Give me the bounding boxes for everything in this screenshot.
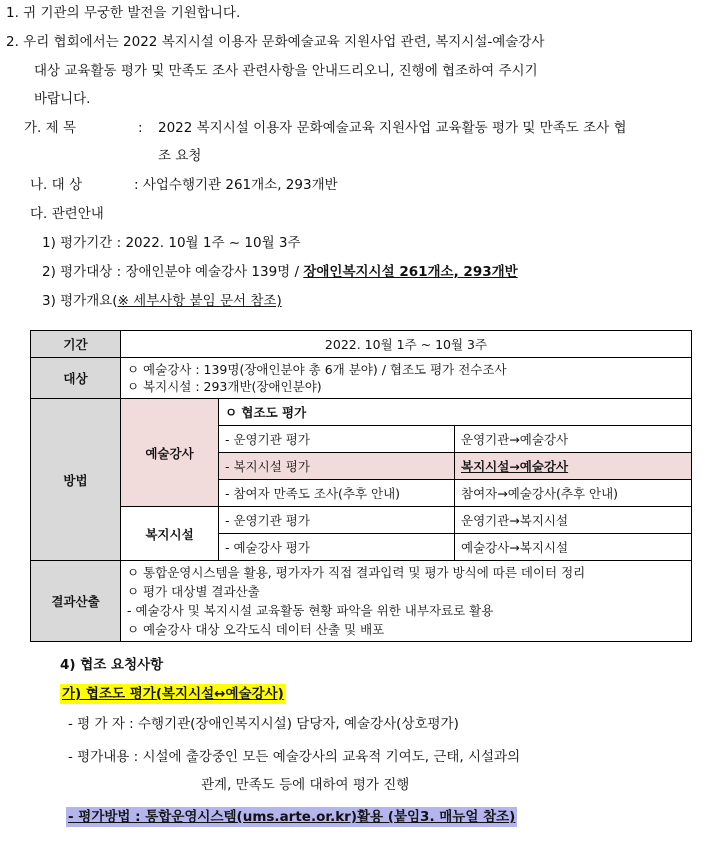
sub-item-overview-note: ※ 세부사항 붙임 문서 참조) [117,293,282,309]
sub-item-period: 1) 평가기간 : 2022. 10월 1주 ~ 10월 3주 [42,235,301,251]
result-value [121,561,692,642]
request-content-line-1: - 평가내용 : 시설에 출강중인 모든 예술강사의 교육적 기여도, 근태, 시설과의 [68,749,521,765]
target-line-2: ㅇ 복지시설 : 293개반(장애인분야) [127,379,322,394]
method-label: 방법 [31,399,121,561]
result-line-4: ㅇ 예술강사 대상 오각도식 데이터 산출 및 배포 [127,622,385,637]
target-line-1: ㅇ 예술강사 : 139명(장애인분야 총 6개 분야) / 협조도 평가 전수조사 [127,362,507,377]
sub-item-target-emphasis: 장애인복지시설 261개소, 293개반 [303,264,518,280]
artist-row-3-right: 참여자→예술강사(추후 안내) [455,480,692,507]
paragraph-2-line-3: 바랍니다. [34,91,91,107]
artist-label: 예술강사 [121,399,219,507]
paragraph-1: 1. 귀 기관의 무궁한 발전을 기원합니다. [6,5,241,21]
period-value: 2022. 10월 1주 ~ 10월 3주 [121,331,692,358]
item-ga-text-2: 조 요청 [158,148,202,164]
sub-item-overview-prefix: 3) 평가개요( [42,293,118,309]
request-heading: 4) 협조 요청사항 [60,657,164,673]
request-content-line-2: 관계, 만족도 등에 대하여 평가 진행 [201,777,410,793]
result-line-2: ㅇ 평가 대상별 결과산출 [127,584,260,599]
result-line-3: - 예술강사 및 복지시설 교육활동 현황 파악을 위한 내부자료로 활용 [127,603,494,618]
artist-row-3-left: - 참여자 만족도 조사(추후 안내) [219,480,455,507]
item-da-label: 다. 관련안내 [30,206,104,222]
table-row-result [31,561,692,642]
table-row-coop-header [31,399,692,426]
sub-item-target [42,262,518,282]
table-row-period [31,331,692,358]
request-sub-heading-text: 가) 협조도 평가(복지시설↔예술강사) [62,686,284,702]
artist-row-2-right: 복지시설→예술강사 [455,453,692,480]
period-label: 기간 [31,331,121,358]
artist-row-1-left: - 운영기관 평가 [219,426,455,453]
facility-row-1-right: 운영기관→복지시설 [455,507,692,534]
item-ga-text-1: 2022 복지시설 이용자 문화예술교육 지원사업 교육활동 평가 및 만족도 조사 협 [158,120,627,136]
request-evaluator: - 평 가 자 : 수행기관(장애인복지시설) 담당자, 예술강사(상호평가) [68,716,459,732]
item-ga-colon: : [138,120,143,136]
result-label: 결과산출 [31,561,121,642]
facility-row-1-left: - 운영기관 평가 [219,507,455,534]
item-ga-label: 가. 제 목 [24,120,76,136]
paragraph-2-line-2: 대상 교육활동 평가 및 만족도 조사 관련사항을 안내드리오니, 진행에 협조하여 주시기 [34,63,538,79]
request-sub-heading [60,684,286,704]
target-value [121,358,692,399]
item-na-label: 나. 대 상 [30,177,82,193]
table-row-target [31,358,692,399]
facility-row-2-left: - 예술강사 평가 [219,534,455,561]
artist-row-2-left: - 복지시설 평가 [219,453,455,480]
table-row [31,507,692,534]
facility-row-2-right: 예술강사→복지시설 [455,534,692,561]
request-method-text: - 평가방법 : 통합운영시스템(ums.arte.or.kr)활용 (붙임3. 매뉴얼 참조) [68,809,516,825]
artist-row-1-right: 운영기관→예술강사 [455,426,692,453]
sub-item-target-prefix: 2) 평가대상 : 장애인분야 예술강사 139명 / [42,264,304,280]
paragraph-2-line-1: 2. 우리 협회에서는 2022 복지시설 이용자 문화예술교육 지원사업 관련, 복지시설-예술강사 [6,34,545,50]
target-label: 대상 [31,358,121,399]
sub-item-overview [42,291,282,311]
request-method [66,807,517,827]
item-na-text: : 사업수행기관 261개소, 293개반 [134,177,338,193]
result-line-1: ㅇ 통합운영시스템을 활용, 평가자가 직접 결과입력 및 평가 방식에 따른 데이터 정리 [127,565,586,580]
facility-label: 복지시설 [121,507,219,561]
coop-header: ㅇ 협조도 평가 [219,399,692,426]
overview-table [30,330,692,642]
